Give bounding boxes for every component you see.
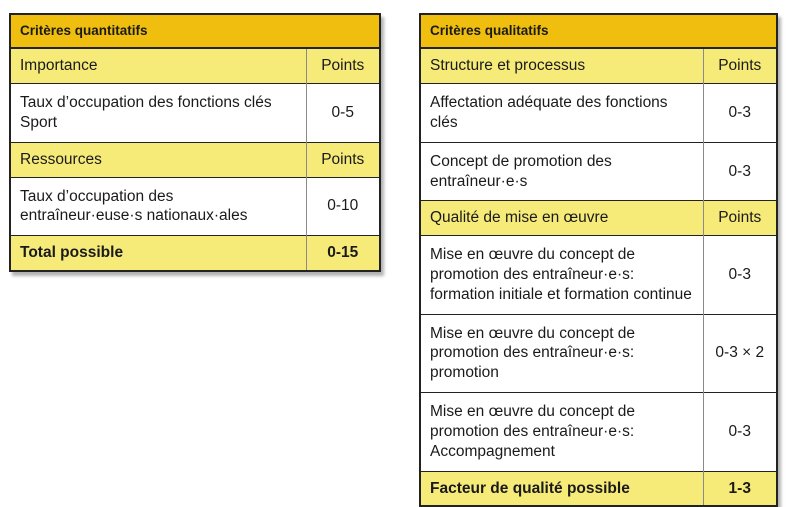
table-row xyxy=(11,84,379,143)
criteres-qualitatifs-table xyxy=(419,13,778,507)
row-points: 0-5 xyxy=(306,84,379,143)
table-row xyxy=(421,236,776,314)
row-points: Points xyxy=(703,49,776,83)
row-points: 0-3 × 2 xyxy=(703,314,776,392)
table-row xyxy=(11,236,379,270)
row-label: Concept de promotion des entraîneur·e·s xyxy=(421,142,703,201)
row-label: Taux d’occupation des entraîneur·euse·s nationaux·ales xyxy=(11,177,306,236)
row-points: 0-10 xyxy=(306,177,379,236)
row-points: Points xyxy=(703,201,776,236)
row-points: Points xyxy=(306,142,379,177)
table-row xyxy=(421,314,776,392)
row-points: 0-3 xyxy=(703,84,776,143)
table-row xyxy=(421,201,776,236)
row-points: 0-3 xyxy=(703,393,776,471)
row-label: Mise en œuvre du concept de promotion des entraîneur·e·s: formation initiale et formation continue xyxy=(421,236,703,314)
criteria-table xyxy=(421,49,776,505)
table-row xyxy=(11,142,379,177)
row-label: Importance xyxy=(11,49,306,83)
row-label: Facteur de qualité possible xyxy=(421,471,703,505)
row-label: Structure et processus xyxy=(421,49,703,83)
table-row xyxy=(11,49,379,83)
row-label: Mise en œuvre du concept de promotion des entraîneur·e·s: promotion xyxy=(421,314,703,392)
row-label: Ressources xyxy=(11,142,306,177)
criteria-table xyxy=(11,49,379,270)
row-label: Taux d’occupation des fonctions clés Sport xyxy=(11,84,306,143)
criteres-quantitatifs-table xyxy=(9,13,381,272)
table-row xyxy=(11,177,379,236)
table-title: Critères qualitatifs xyxy=(421,15,776,49)
row-label: Qualité de mise en œuvre xyxy=(421,201,703,236)
row-points: 0-15 xyxy=(306,236,379,270)
row-points: 0-3 xyxy=(703,142,776,201)
table-row xyxy=(421,49,776,83)
table-row xyxy=(421,84,776,143)
table-row xyxy=(421,393,776,471)
row-points: 1-3 xyxy=(703,471,776,505)
row-points: Points xyxy=(306,49,379,83)
table-title: Critères quantitatifs xyxy=(11,15,379,49)
table-row xyxy=(421,142,776,201)
row-points: 0-3 xyxy=(703,236,776,314)
row-label: Affectation adéquate des fonctions clés xyxy=(421,84,703,143)
row-label: Total possible xyxy=(11,236,306,270)
table-row xyxy=(421,471,776,505)
row-label: Mise en œuvre du concept de promotion des entraîneur·e·s: Accompagnement xyxy=(421,393,703,471)
